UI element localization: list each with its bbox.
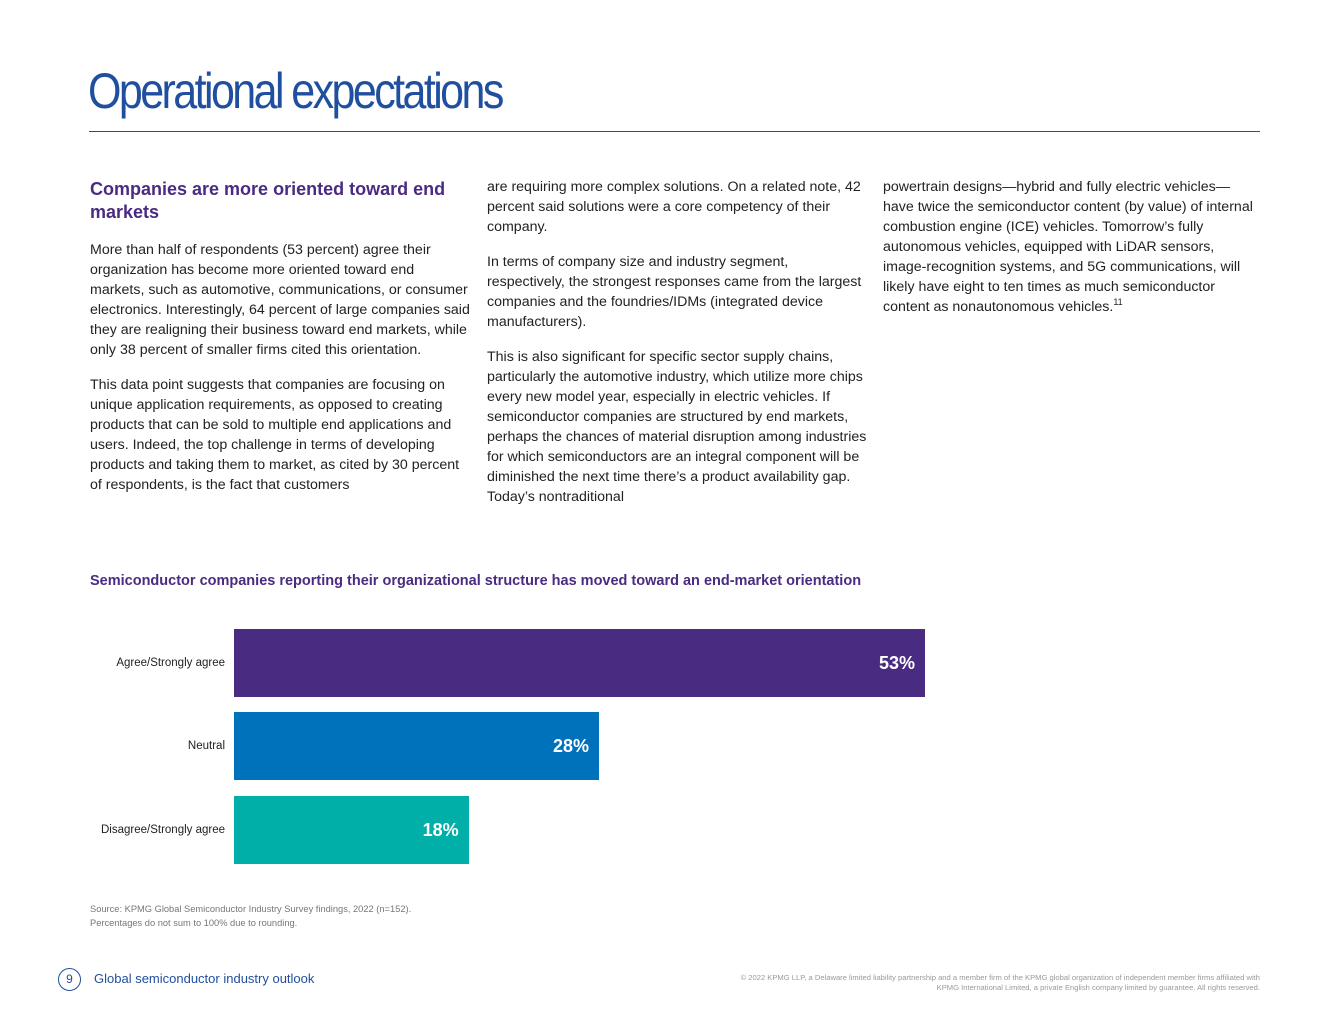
bar-row <box>0 796 1000 864</box>
paragraph: More than half of respondents (53 percent) agree their organization has become more oriented toward end markets, such as automotive, communications, or consumer electronics. Interestingly, 64 percent of large companies said they are realigning their business toward end markets, while only 38 percent of smaller firms cited this orientation. <box>90 242 470 358</box>
chart-title: Semiconductor companies reporting their organizational structure has moved toward an end-market orientation <box>90 573 862 589</box>
footer-publication-title: Global semiconductor industry outlook <box>94 971 315 986</box>
bar-chart <box>0 620 1000 880</box>
category-label: Agree/Strongly agree <box>116 657 225 669</box>
category-label: Disagree/Strongly agree <box>100 824 225 836</box>
category-label: Neutral <box>187 740 225 752</box>
section-heading: Companies are more oriented toward end markets <box>90 179 446 222</box>
copyright-line: KPMG International Limited, a private English company limited by guarantee. All rights reserved. <box>936 983 1260 992</box>
bar-row <box>0 712 1000 780</box>
article-column-2 <box>487 177 867 522</box>
data-label: 28% <box>553 736 590 756</box>
paragraph-text: powertrain designs—hybrid and fully electric vehicles—have twice the semiconductor content (by value) of internal combustion engine (ICE) vehicles. Tomorrow’s fully autonomous vehicles, equipped with LiDAR sensors, image-recognition systems, and 5G communications, will likely have eight to ten times as much semiconductor content as nonautonomous vehicles. <box>883 179 1253 315</box>
footnote-marker[interactable]: 11 <box>1113 297 1123 307</box>
paragraph: This is also significant for specific sector supply chains, particularly the automotive industry, which utilize more chips every new model year, especially in electric vehicles. If semiconductor companies are structured by end markets, perhaps the chances of material disruption among industries for which semiconductors are an integral component will be diminished the next time there’s a product availability gap. Today’s nontraditional <box>487 349 867 505</box>
article-column-3 <box>883 177 1253 332</box>
source-note-rounding: Percentages do not sum to 100% due to rounding. <box>90 918 298 928</box>
data-label: 53% <box>878 653 915 673</box>
source-line: Source: KPMG Global Semiconductor Industry Survey findings, 2022 (n=152). <box>90 904 412 914</box>
bar <box>234 629 925 697</box>
paragraph <box>883 177 1253 317</box>
article-column-1 <box>90 177 470 510</box>
page-number: 9 <box>58 968 81 991</box>
data-label: 18% <box>422 820 459 840</box>
page-title: Operational expectations <box>88 63 502 119</box>
paragraph: This data point suggests that companies are focusing on unique application requirements, as opposed to creating products that can be sold to multiple end applications and users. Indeed, the top challenge in terms of developing products and taking them to market, as cited by 30 percent of respondents, is the fact that customers <box>90 377 460 493</box>
copyright-line: © 2022 KPMG LLP, a Delaware limited liability partnership and a member firm of the KPMG global organization of independent member firms affiliated with <box>740 973 1260 982</box>
bar <box>234 796 469 864</box>
bar-row <box>0 629 1000 697</box>
bar <box>234 712 599 780</box>
source-note <box>90 902 411 930</box>
paragraph: are requiring more complex solutions. On a related note, 42 percent said solutions were a core competency of their company. <box>487 179 861 235</box>
copyright-notice <box>640 973 1260 993</box>
title-divider <box>89 131 1260 132</box>
paragraph: In terms of company size and industry segment, respectively, the strongest responses came from the largest companies and the foundries/IDMs (integrated device manufacturers). <box>487 254 862 330</box>
